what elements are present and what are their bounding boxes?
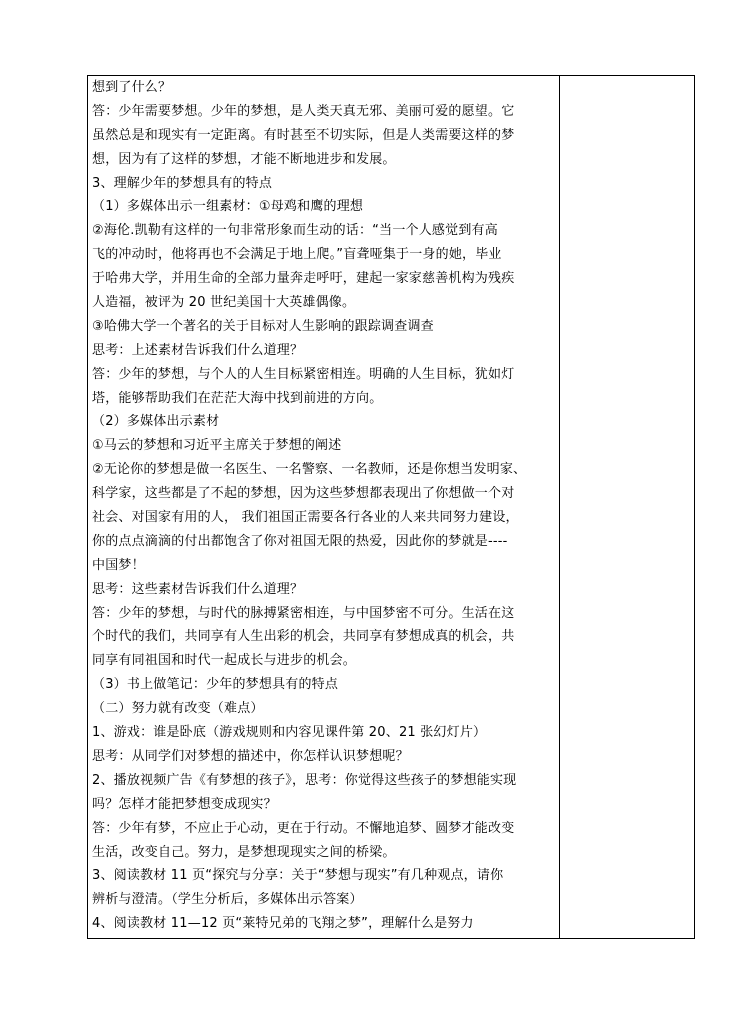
text-line: 科学家，这些都是了不起的梦想，因为这些梦想都表现出了你想做一个对 [92,486,515,502]
text-line: 同享有同祖国和时代一起成长与进步的机会。 [92,653,357,669]
text-line: ②无论你的梦想是做一名医生、一名警察、一名教师，还是你想当发明家、 [92,462,527,478]
text-line: ③哈佛大学一个著名的关于目标对人生影响的跟踪调查调查 [92,318,434,334]
text-line: 2、播放视频广告《有梦想的孩子》，思考：你觉得这些孩子的梦想能实现 [92,772,517,788]
text-line: 虽然总是和现实有一定距离。有时甚至不切实际，但是人类需要这样的梦 [92,127,515,143]
notes-cell [560,76,694,938]
text-line: 3、阅读教材 11 页“探究与分享：关于“梦想与现实”有几种观点，请你 [92,868,504,884]
text-line: （1）多媒体出示一组素材：①母鸡和鹰的理想 [92,199,364,215]
text-line: 1、游戏：谁是卧底（游戏规则和内容见课件第 20、21 张幻灯片） [92,725,487,741]
text-line: （2）多媒体出示素材 [92,414,220,430]
text-line: 想到了什么？ [92,80,172,95]
text-line: 飞的冲动时，他将再也不会满足于地上爬。”盲聋哑集于一身的她，毕业 [92,247,502,263]
text-line: 3、理解少年的梦想具有的特点 [92,175,273,191]
lesson-plan-table [87,75,695,939]
text-line: ①马云的梦想和习近平主席关于梦想的阐述 [92,438,342,454]
text-line: 人造福，被评为 20 世纪美国十大英雄偶像。 [92,295,356,311]
text-line: 答：少年的梦想，与时代的脉搏紧密相连，与中国梦密不可分。生活在这 [92,605,515,621]
text-line: （3）书上做笔记：少年的梦想具有的特点 [92,677,339,693]
text-line: ②海伦.凯勒有这样的一句非常形象而生动的话：“当一个人感觉到有高 [92,223,498,239]
text-line: 思考：从同学们对梦想的描述中，你怎样认识梦想呢？ [92,748,409,764]
text-line: 你的点点滴滴的付出都饱含了你对祖国无限的热爱，因此你的梦就是---- [92,533,508,549]
text-line: 辨析与澄清。（学生分析后，多媒体出示答案） [92,892,363,908]
text-line: 答：少年需要梦想。少年的梦想，是人类天真无邪、美丽可爱的愿望。它 [92,103,515,119]
text-line: 社会、对国家有用的人， 我们祖国正需要各行各业的人来共同努力建设， [92,510,519,526]
text-line: 答：少年的梦想，与个人的人生目标紧密相连。明确的人生目标，犹如灯 [92,366,515,382]
text-line: 于哈弗大学，并用生命的全部力量奔走呼吁，建起一家家慈善机构为残疾 [92,271,515,287]
text-line: 想，因为有了这样的梦想，才能不断地进步和发展。 [92,151,396,167]
text-line: 个时代的我们，共同享有人生出彩的机会，共同享有梦想成真的机会，共 [92,629,515,645]
text-line: 生活，改变自己。努力，是梦想现现实之间的桥梁。 [92,844,396,860]
text-line: 中国梦！ [92,557,145,573]
lesson-content-cell [92,76,555,936]
text-line: 答：少年有梦，不应止于心动，更在于行动。不懈地追梦、圆梦才能改变 [92,820,515,836]
text-line: 吗？怎样才能把梦想变成现实？ [92,796,277,812]
text-line: 塔，能够帮助我们在茫茫大海中找到前进的方向。 [92,390,383,406]
text-line: 4、阅读教材 11—12 页“莱特兄弟的飞翔之梦”，理解什么是努力 [92,916,474,932]
text-line: （二）努力就有改变（难点） [92,701,264,717]
text-line: 思考：这些素材告诉我们什么道理？ [92,581,304,597]
text-line: 思考：上述素材告诉我们什么道理？ [92,342,304,358]
